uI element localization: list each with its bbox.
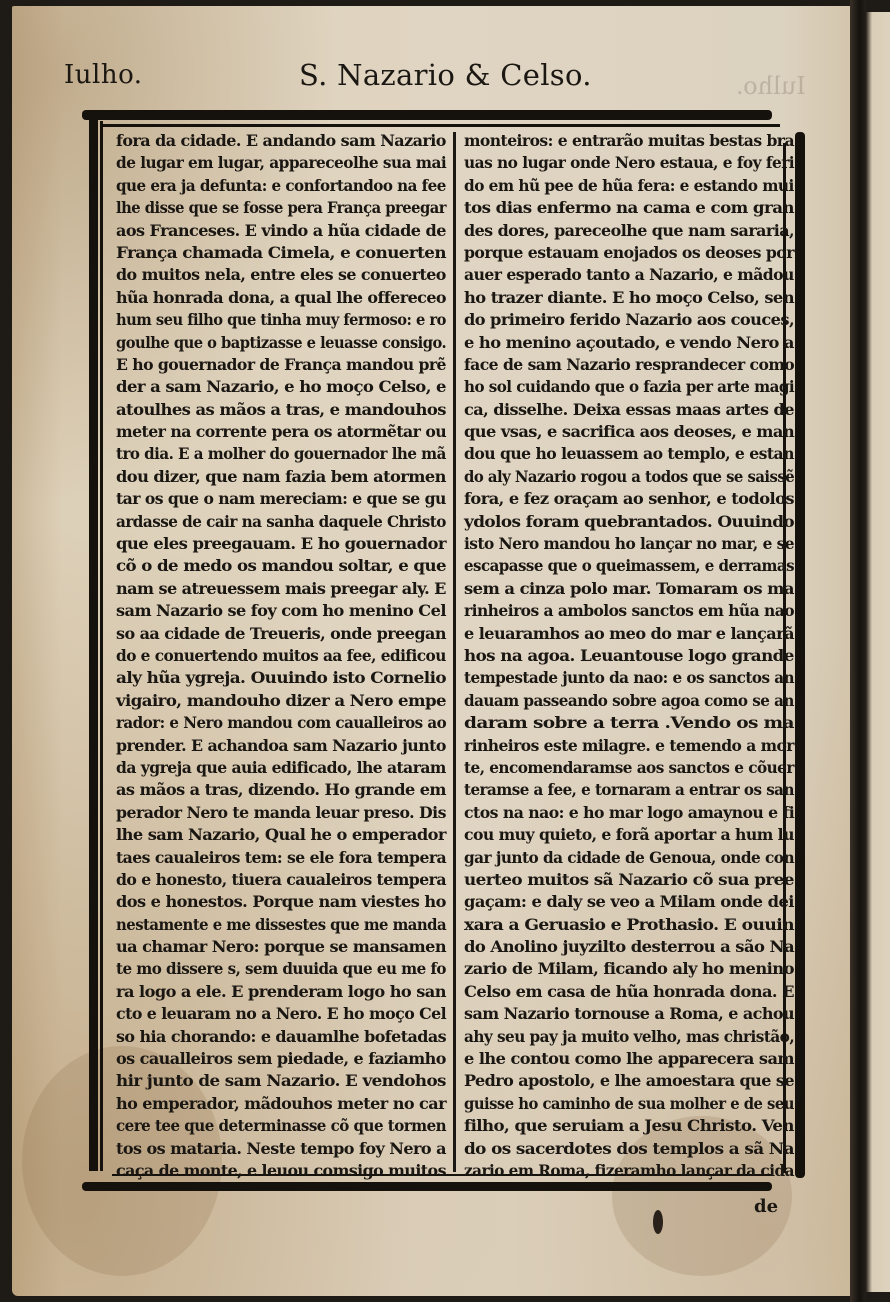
- border-rule-left: [89, 119, 98, 1171]
- text-line: rador: e Nero mandou com caualleiros ao: [116, 713, 447, 733]
- border-rule-top-inner: [100, 124, 780, 127]
- text-column-right: [464, 130, 804, 1182]
- text-line: daram sobre a terra .Vendo os ma: [464, 713, 794, 733]
- text-line: ctos na nao: e ho mar logo amaynou e fi: [464, 802, 795, 822]
- text-line: uas no lugar onde Nero estaua, e foy feri: [464, 153, 795, 173]
- text-line: dauam passeando sobre agoa como se an: [464, 690, 794, 710]
- text-line: os caualleiros sem piedade, e faziamho: [116, 1049, 446, 1069]
- text-line: cere tee que determinasse cõ que tormen: [116, 1116, 447, 1136]
- text-line: tempestade junto da nao: e os sanctos an: [464, 668, 795, 688]
- text-line: taes caualeiros tem: se ele fora tempera: [116, 847, 447, 867]
- text-line: dou dizer, que nam fazia bem atormen: [116, 466, 446, 486]
- text-line: rinheiros a ambolos sanctos em hũa nao: [464, 601, 795, 621]
- text-line: perador Nero te manda leuar preso. Dis: [116, 802, 446, 822]
- text-line: ua chamar Nero: porque se mansamen: [116, 937, 447, 957]
- text-line: de lugar em lugar, appareceolhe sua mai: [116, 153, 447, 173]
- text-line: cou muy quieto, e forã aportar a hum lu: [464, 825, 794, 845]
- text-line: prender. E achandoa sam Nazario junto: [116, 735, 446, 755]
- text-line: do os sacerdotes dos templos a sã Na: [464, 1138, 794, 1158]
- text-line: te mo dissere s, sem duuida que eu me fo: [116, 959, 446, 979]
- text-line: do e honesto, tiuera caualeiros tempera: [116, 869, 447, 889]
- text-line: tos dias enfermo na cama e com gran: [464, 198, 794, 218]
- text-line: e leuaramhos ao meo do mar e lançarã: [464, 623, 794, 643]
- text-line: porque estauam enojados os deoses por: [464, 242, 794, 262]
- text-line: Celso em casa de hũa honrada dona. E: [464, 981, 794, 1001]
- month-heading: Iulho.: [64, 60, 143, 90]
- text-line: caça de monte, e leuou comsigo muitos: [116, 1160, 446, 1180]
- text-line: hir junto de sam Nazario. E vendohos: [116, 1071, 446, 1091]
- facing-page-edge: [866, 12, 890, 1292]
- text-line: uerteo muitos sã Nazario cõ sua pree: [464, 869, 794, 889]
- text-line: Pedro apostolo, e lhe amoestara que se: [464, 1071, 794, 1091]
- text-line: sem a cinza polo mar. Tomaram os ma: [464, 578, 794, 598]
- text-line: E ho gouernador de França mandou prẽ: [116, 354, 446, 374]
- bleed-through-text: Iulho.: [736, 72, 806, 100]
- border-rule-bottom: [82, 1182, 772, 1191]
- text-line: ho sol cuidando que o fazia per arte magi: [464, 377, 795, 397]
- text-line: vigairo, mandouho dizer a Nero empe: [116, 690, 446, 710]
- text-line: e lhe contou como lhe apparecera sam: [464, 1049, 795, 1069]
- text-line: teramse a fee, e tornaram a entrar os san: [464, 780, 794, 800]
- text-line: que eles preegauam. E ho gouernador: [116, 534, 446, 554]
- text-line: do aly Nazario rogou a todos que se saissẽ: [464, 466, 795, 486]
- text-line: fora, e fez oraçam ao senhor, e todolos: [464, 489, 794, 509]
- text-line: des dores, pareceolhe que nam sararia,: [464, 220, 795, 240]
- text-line: ho emperador, mãdouhos meter no car: [116, 1093, 447, 1113]
- text-line: que vsas, e sacrifica aos deoses, e man: [464, 422, 795, 442]
- text-line: guisse ho caminho de sua molher e de seu: [464, 1093, 794, 1113]
- text-line: meter na corrente pera os atormẽtar ou: [116, 422, 447, 442]
- text-line: atoulhes as mãos a tras, e mandouhos: [116, 399, 446, 419]
- text-line: tar os que o nam mereciam: e que se gu: [116, 489, 446, 509]
- text-line: fora da cidade. E andando sam Nazario: [116, 131, 446, 150]
- running-head: [12, 58, 850, 98]
- book-gutter: [850, 0, 866, 1302]
- text-line: dou que ho leuassem ao templo, e estan: [464, 444, 794, 464]
- text-line: so hia chorando: e dauamlhe bofetadas: [116, 1026, 447, 1046]
- text-line: da ygreja que auia edificado, lhe ataram: [116, 757, 446, 777]
- text-line: lhe disse que se fosse pera França preegar: [116, 198, 447, 218]
- text-line: sam Nazario tornouse a Roma, e achou: [464, 1004, 795, 1024]
- text-line: filho, que seruiam a Jesu Christo. Ven: [464, 1116, 794, 1136]
- text-line: ra logo a ele. E prenderam logo ho san: [116, 981, 446, 1001]
- text-line: escapasse que o queimassem, e derramas: [464, 556, 795, 576]
- book-page: [12, 6, 850, 1296]
- text-line: do Anolino juyzilto desterrou a são Na: [464, 937, 795, 957]
- text-line: te, encomendaramse aos sanctos e cõuer: [464, 757, 794, 777]
- text-line: ardasse de cair na sanha daquele Christo: [116, 511, 446, 531]
- text-line: e ho menino açoutado, e vendo Nero a: [464, 332, 794, 352]
- text-line: isto Nero mandou ho lançar no mar, e se: [464, 534, 795, 554]
- text-line: auer esperado tanto a Nazario, e mãdou: [464, 265, 794, 285]
- page-title: S. Nazario & Celso.: [299, 58, 592, 92]
- text-line: ca, disselhe. Deixa essas maas artes de: [464, 399, 794, 419]
- text-line: so aa cidade de Treueris, onde preegan: [116, 623, 446, 643]
- text-line: cto e leuaram no a Nero. E ho moço Cel: [116, 1004, 447, 1024]
- text-line: hum seu filho que tinha muy fermoso: e ro: [116, 310, 446, 330]
- text-column-left: [116, 130, 456, 1182]
- catchword: de: [754, 1196, 779, 1217]
- text-line: tro dia. E a molher do gouernador lhe mã: [116, 444, 446, 464]
- text-line: do e conuertendo muitos aa fee, edificou: [116, 645, 446, 665]
- text-line: cõ o de medo os mandou soltar, e que: [116, 556, 446, 576]
- text-line: der a sam Nazario, e ho moço Celso, e: [116, 377, 446, 397]
- text-line: gar junto da cidade de Genoua, onde con: [464, 847, 795, 867]
- text-line: sam Nazario se foy com ho menino Cel: [116, 601, 446, 621]
- text-line: face de sam Nazario resprandecer como: [464, 354, 795, 374]
- text-line: do em hũ pee de hũa fera: e estando mui: [464, 175, 794, 195]
- text-line: ho trazer diante. E ho moço Celso, sen: [464, 287, 795, 307]
- text-line: hũa honrada dona, a qual lhe offereceo: [116, 287, 447, 307]
- text-line: que era ja defunta: e confortandoo na fee: [116, 175, 446, 195]
- text-line: zario em Roma, fizeramho lançar da cida: [464, 1160, 794, 1180]
- text-line: rinheiros este milagre. e temendo a mor: [464, 735, 794, 755]
- text-line: França chamada Cimela, e conuerten: [116, 242, 446, 262]
- text-line: monteiros: e entrarão muitas bestas bra: [464, 131, 794, 150]
- text-line: hos na agoa. Leuantouse logo grande: [464, 645, 794, 665]
- text-line: ahy seu pay ja muito velho, mas christão,: [464, 1026, 795, 1046]
- text-line: do muitos nela, entre eles se conuerteo: [116, 265, 446, 285]
- border-rule-left-inner: [100, 121, 103, 1171]
- text-line: xara a Geruasio e Prothasio. E ouuin: [464, 914, 794, 934]
- text-line: gaçam: e daly se veo a Milam onde dei: [464, 892, 794, 912]
- text-line: tos os mataria. Neste tempo foy Nero a: [116, 1138, 446, 1158]
- wormhole-damage: [653, 1210, 663, 1234]
- text-line: nam se atreuessem mais preegar aly. E: [116, 578, 446, 598]
- text-line: nestamente e me dissestes que me manda: [116, 914, 447, 934]
- text-line: ydolos foram quebrantados. Ouuindo: [464, 511, 795, 531]
- text-line: goulhe que o baptizasse e leuasse consigo.: [116, 332, 447, 352]
- text-line: zario de Milam, ficando aly ho menino: [464, 959, 794, 979]
- text-line: lhe sam Nazario, Qual he o emperador: [116, 825, 446, 845]
- text-line: aos Franceses. E vindo a hũa cidade de: [116, 220, 446, 240]
- border-rule-top: [82, 110, 772, 120]
- text-line: as mãos a tras, dizendo. Ho grande em: [116, 780, 446, 800]
- text-line: do primeiro ferido Nazario aos couces,: [464, 310, 795, 330]
- text-line: aly hũa ygreja. Ouuindo isto Cornelio: [116, 668, 447, 688]
- text-line: dos e honestos. Porque nam viestes ho: [116, 892, 446, 912]
